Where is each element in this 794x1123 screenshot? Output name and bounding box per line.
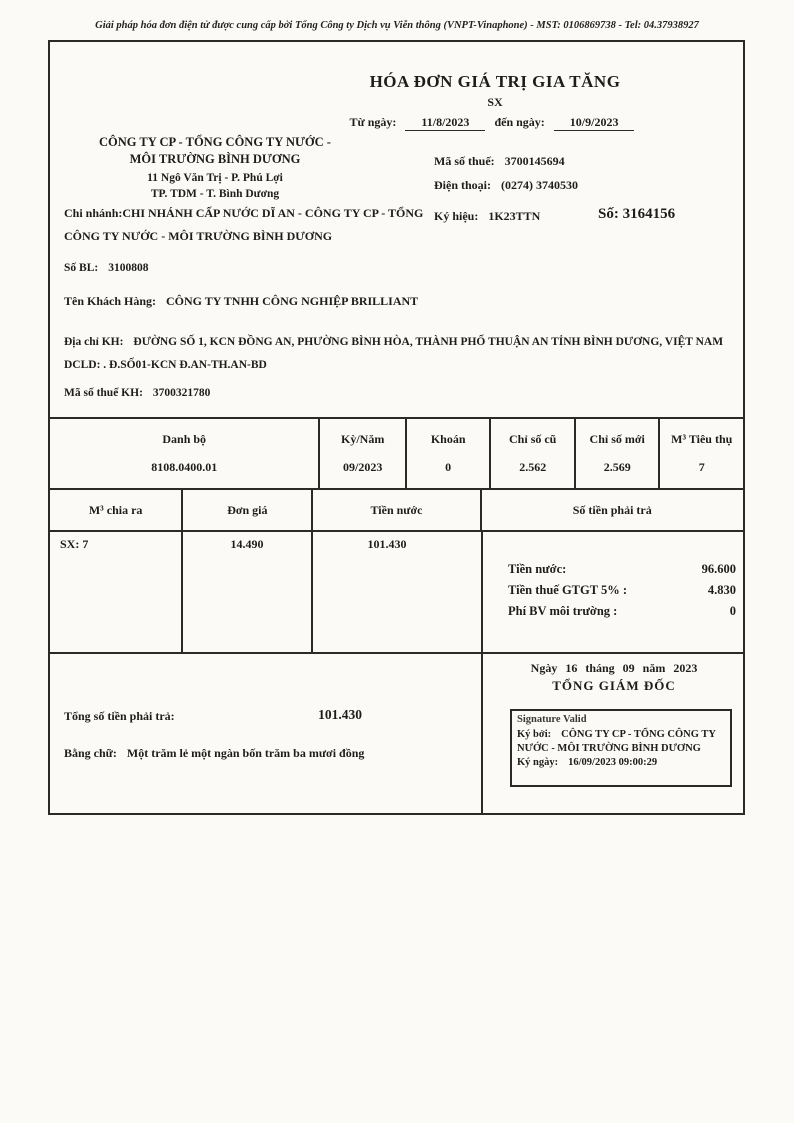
summary-label: Tiền nước: — [508, 562, 567, 576]
serial-value: 1K23TTN — [488, 209, 541, 223]
billing-header-sotien: Số tiền phải trả — [480, 490, 743, 530]
signed-date-value: 16/09/2023 09:00:29 — [568, 757, 658, 768]
bl-value: 3100808 — [108, 262, 149, 274]
meter-col-khoan — [405, 419, 490, 488]
bl-number-row — [64, 262, 148, 274]
to-date-label: đến ngày: — [494, 115, 545, 129]
signed-by-row — [517, 728, 725, 756]
meter-table — [50, 417, 743, 490]
title-block — [290, 72, 700, 131]
in-words-value: Một trăm lẻ một ngàn bốn trăm ba mươi đồng — [126, 746, 365, 760]
seller-tax-label: Mã số thuế: — [434, 154, 495, 168]
summary-row-water — [508, 562, 736, 577]
seller-phone-value: (0274) 3740530 — [501, 178, 578, 192]
branch-label: Chi nhánh: — [64, 206, 123, 220]
total-signature-section — [50, 652, 743, 815]
seller-address-line1: 11 Ngô Văn Trị - P. Phú Lợi — [147, 172, 283, 184]
signed-date-row — [517, 757, 725, 768]
col-value: 09/2023 — [343, 460, 383, 474]
col-header: Kỳ/Năm — [341, 432, 385, 446]
invoice-frame — [48, 40, 745, 815]
meter-col-chisocu — [489, 419, 574, 488]
total-value: 101.430 — [318, 707, 362, 722]
col-value: 7 — [698, 460, 705, 474]
total-label: Tổng số tiền phải trả: — [64, 709, 175, 723]
invoice-number: Số: 3164156 — [598, 206, 676, 222]
seller-name — [70, 134, 360, 168]
seller-tax-phone — [434, 154, 714, 202]
customer-tax-label: Mã số thuế KH: — [64, 387, 143, 399]
billing-table-header — [50, 490, 743, 532]
serial-row — [434, 209, 540, 224]
signer-title: TỔNG GIÁM ĐỐC — [552, 678, 676, 693]
meter-col-danhbo — [50, 419, 318, 488]
summary-label: Phí BV môi trường : — [508, 604, 618, 618]
to-date-value: 10/9/2023 — [554, 115, 635, 131]
signed-date-label: Ký ngày: — [517, 757, 559, 768]
seller-address — [70, 170, 360, 202]
from-date-label: Từ ngày: — [349, 115, 397, 129]
seller-name-line1: CÔNG TY CP - TỔNG CÔNG TY NƯỚC - — [99, 135, 331, 149]
seller-address-line2: TP. TDM - T. Bình Dương — [150, 188, 280, 200]
summary-label: Tiền thuế GTGT 5% : — [508, 583, 628, 597]
seller-branch — [64, 202, 446, 248]
seller-tax-value: 3700145694 — [504, 154, 565, 168]
col-header: M³ Tiêu thụ — [671, 432, 733, 446]
bl-label: Số BL: — [64, 262, 99, 274]
billing-wateramount-value: 101.430 — [367, 537, 407, 551]
customer-tax-value: 3700321780 — [152, 387, 211, 399]
billing-header-dongia: Đơn giá — [181, 490, 311, 530]
summary-row-envfee — [508, 604, 736, 619]
billing-header-m3: M³ chia ra — [88, 502, 143, 517]
meter-col-kynam — [318, 419, 405, 488]
col-header: Danh bộ — [162, 432, 207, 446]
customer-name-value: CÔNG TY TNHH CÔNG NGHIỆP BRILLIANT — [166, 294, 419, 308]
serial-label: Ký hiệu: — [434, 209, 479, 223]
summary-row-vat — [508, 583, 736, 598]
seller-tax-row — [434, 154, 714, 169]
meter-col-chisomoi — [574, 419, 659, 488]
seller-phone-label: Điện thoại: — [434, 178, 491, 192]
customer-address-value: ĐƯỜNG SỐ 1, KCN ĐỒNG AN, PHƯỜNG BÌNH HÒA, THÀNH PHỐ THUẬN AN TỈNH BÌNH DƯƠNG, VIỆT NAM DCLD: . Đ.SỐ01-KCN Đ.AN-TH.AN-BD — [64, 336, 724, 371]
invoice-type-code: SX — [487, 95, 503, 109]
billing-header-tiennuoc: Tiền nước — [311, 490, 479, 530]
amount-summary — [508, 562, 736, 625]
in-words-label: Bằng chữ: — [64, 746, 117, 760]
column-divider — [481, 654, 483, 815]
col-header: Chỉ số mới — [589, 432, 645, 446]
seller-phone-row — [434, 178, 714, 193]
amount-in-words-row — [64, 746, 364, 761]
seller-name-line2: MÔI TRƯỜNG BÌNH DƯƠNG — [129, 152, 301, 166]
from-date-value: 11/8/2023 — [405, 115, 485, 131]
col-value: 8108.0400.01 — [151, 460, 218, 474]
customer-name-label: Tên Khách Hàng: — [64, 294, 157, 308]
meter-col-tieuthu — [658, 419, 743, 488]
customer-address-label: Địa chỉ KH: — [64, 336, 124, 348]
summary-value: 0 — [729, 604, 736, 618]
customer-tax-row — [64, 387, 210, 399]
col-value: 0 — [445, 460, 452, 474]
summary-value: 4.830 — [707, 583, 736, 597]
billing-m3-value: SX: 7 — [60, 537, 89, 551]
col-value: 2.562 — [519, 460, 547, 474]
customer-name-row — [64, 294, 418, 309]
signed-by-label: Ký bởi: — [517, 729, 552, 740]
invoice-title: HÓA ĐƠN GIÁ TRỊ GIA TĂNG — [369, 72, 621, 91]
col-value: 2.569 — [603, 460, 631, 474]
provider-note: Giải pháp hóa đơn điện tử được cung cấp bởi Tổng Công ty Dịch vụ Viễn thông (VNPT-Vinaphone) - MST: 0106869738 - Tel: 04.37938927 — [95, 20, 699, 31]
signed-by-value: CÔNG TY CP - TỔNG CÔNG TY NƯỚC - MÔI TRƯỜNG BÌNH DƯƠNG — [517, 729, 716, 754]
summary-value: 96.600 — [701, 562, 736, 576]
column-divider — [481, 532, 483, 652]
signature-valid-text: Signature Valid — [517, 714, 587, 725]
branch-value: CHI NHÁNH CẤP NƯỚC DĨ AN - CÔNG TY CP - TỔNG CÔNG TY NƯỚC - MÔI TRƯỜNG BÌNH DƯƠNG — [64, 206, 424, 243]
col-header: Chỉ số cũ — [509, 432, 557, 446]
customer-address-row — [64, 331, 740, 377]
billing-table-body — [50, 532, 743, 652]
billing-period — [290, 115, 700, 131]
signature-date-line: Ngày 16 tháng 09 năm 2023 — [530, 661, 698, 675]
col-header: Khoán — [430, 432, 466, 446]
digital-signature-box — [510, 709, 732, 787]
billing-unitprice-value: 14.490 — [230, 537, 264, 551]
